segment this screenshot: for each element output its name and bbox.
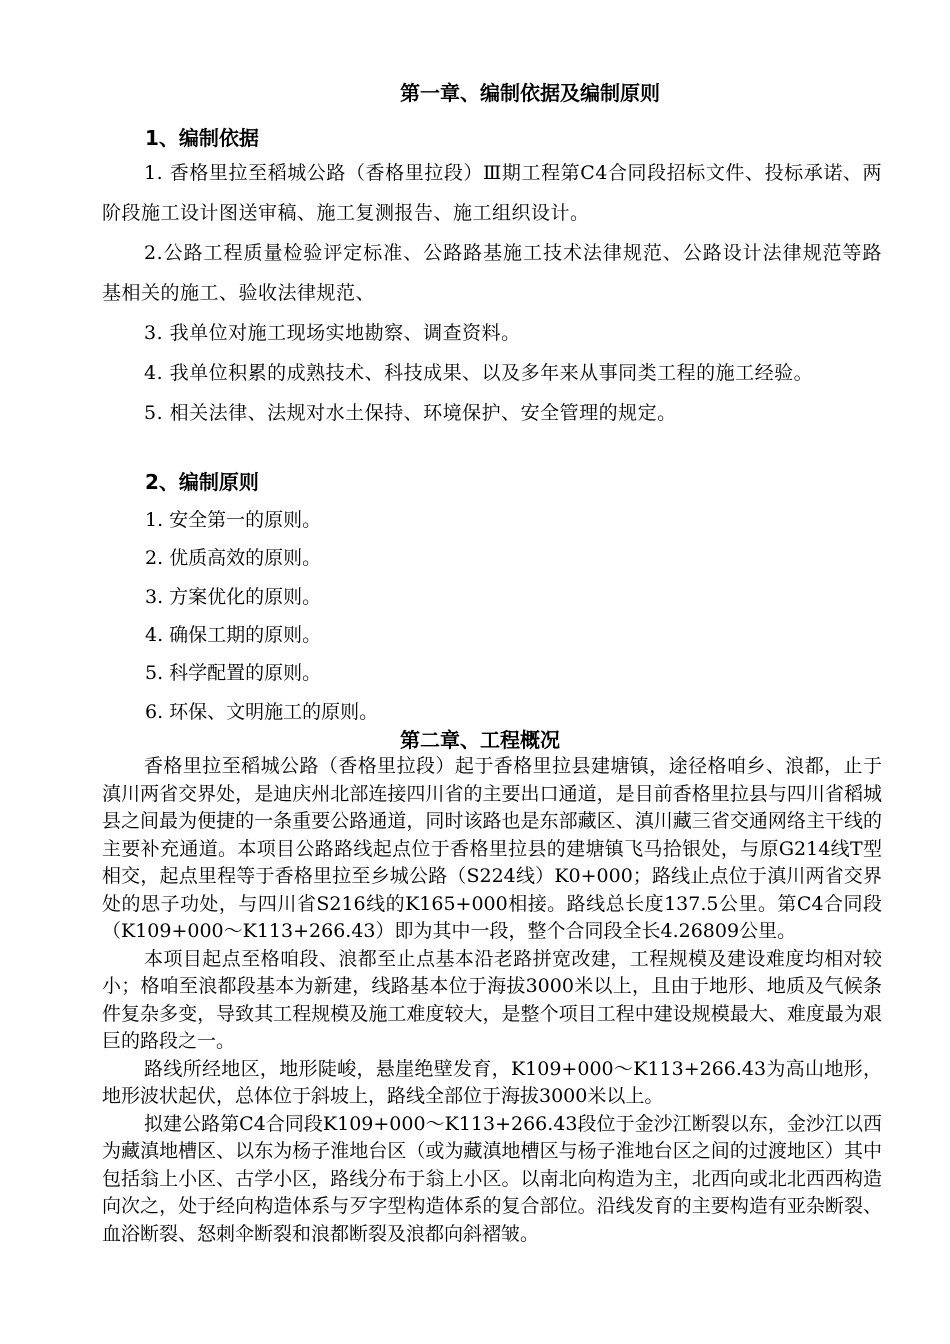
overview-paragraph: 路线所经地区，地形陡峻，悬崖绝壁发育，K109+000～K113+266.43为高山地形，地形波状起伏，总体位于斜坡上，路线全部位于海拔3000米以上。 (102, 1057, 882, 1107)
overview-paragraph: 香格里拉至稻城公路（香格里拉段）起于香格里拉县建塘镇，途径格咱乡、浪都，止于滇川两省交界处，是迪庆州北部连接四川省的主要出口通道，是目前香格里拉县与四川省稻城县之间最为便捷的一条重要公路通道，同时该路也是东部藏区、滇川藏三省交通网络主干线的主要补充通道。本项目公路路线起点位于香格里拉县的建塘镇飞马拾银处，与原G214线T型相交，起点里程等于香格里拉至乡城公路（S224线）K0+000；路线止点位于滇川两省交界处的思子功处，与四川省S216线的K165+000相接。路线总长度137.5公里。第C4合同段（K109+000～K113+266.43）即为其中一段，整个合同段全长4.26809公里。 (102, 755, 882, 942)
chapter-1-title: 第一章、编制依据及编制原则 (400, 81, 660, 105)
overview-text (102, 753, 882, 1248)
overview-paragraph: 拟建公路第C4合同段K109+000～K113+266.43段位于金沙江断裂以东，金沙江以西为藏滇地槽区、以东为杨子淮地台区（或为藏滇地槽区与杨子淮地台区之间的过渡地区）其中包括翁上小区、古学小区，路线分布于翁上小区。以南北向构造为主，北西向或北北西西构造向次之，处于经向构造体系与歹字型构造体系的复合部位。沿线发育的主要构造有亚杂断裂、血浴断裂、怒刺伞断裂和浪都断裂及浪都向斜褶皱。 (102, 1112, 882, 1245)
basis-list (102, 153, 882, 433)
overview-paragraph: 本项目起点至格咱段、浪都至止点基本沿老路拼宽改建，工程规模及建设难度均相对较小；格咱至浪都段基本为新建，线路基本位于海拔3000米以上，且由于地形、地质及气候条件复杂多变，导致其工程规模及施工难度较大，是整个项目工程中建设规模最大、难度最为艰巨的路段之一。 (102, 947, 882, 1052)
basis-item: 4. 我单位积累的成熟技术、科技成果、以及多年来从事同类工程的施工经验。 (144, 362, 814, 384)
section-basis-title: 1、编制依据 (145, 126, 259, 150)
principle-item: 6. 环保、文明施工的原则。 (145, 701, 379, 723)
principle-item: 3. 方案优化的原则。 (145, 586, 322, 608)
principle-item: 1. 安全第一的原则。 (145, 509, 322, 531)
basis-item: 1. 香格里拉至稻城公路（香格里拉段）Ⅲ期工程第C4合同段招标文件、投标承诺、两阶段施工设计图送审稿、施工复测报告、施工组织设计。 (102, 162, 882, 224)
principle-item: 5. 科学配置的原则。 (145, 662, 322, 684)
section-principles-title: 2、编制原则 (145, 470, 259, 494)
basis-item: 5. 相关法律、法规对水土保持、环境保护、安全管理的规定。 (144, 402, 677, 424)
principle-item: 2. 优质高效的原则。 (145, 547, 322, 569)
basis-item: 3. 我单位对施工现场实地勘察、调查资料。 (144, 322, 521, 344)
basis-item: 2.公路工程质量检验评定标准、公路路基施工技术法律规范、公路设计法律规范等路基相关的施工、验收法律规范、 (102, 242, 882, 304)
principle-item: 4. 确保工期的原则。 (145, 624, 322, 646)
chapter-2-title: 第二章、工程概况 (400, 728, 560, 752)
